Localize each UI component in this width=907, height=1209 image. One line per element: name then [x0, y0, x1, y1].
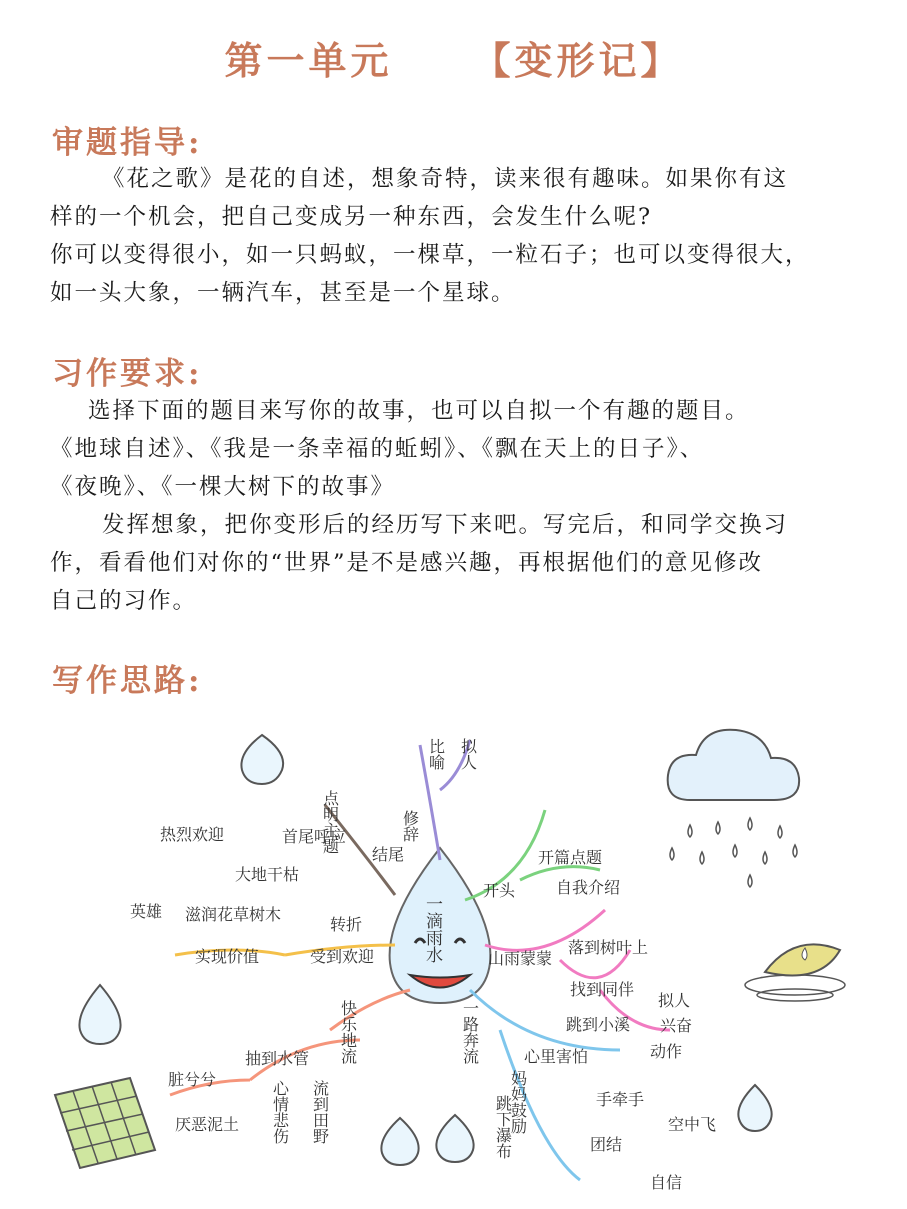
mm-yingxiong: 英雄	[130, 902, 163, 921]
mm-yilu: 一路奔流	[460, 1000, 480, 1064]
mm-shouqian: 手牵手	[596, 1090, 645, 1109]
mm-tiaodao: 跳到小溪	[566, 1015, 631, 1034]
mm-choudao: 抽到水管	[245, 1049, 310, 1068]
mm-xingfen: 兴奋	[660, 1016, 693, 1035]
mm-niren: 拟人	[458, 738, 478, 770]
theme-label: 【变形记】	[472, 38, 683, 83]
mm-zhuanzhe: 转折	[330, 915, 363, 934]
mm-shixian: 实现价值	[195, 947, 260, 966]
mm-zhaodao: 找到同伴	[570, 980, 635, 999]
mm-zangxi: 脏兮兮	[168, 1070, 217, 1089]
guide-p2-line1: 你可以变得很小，如一只蚂蚁，一棵草，一粒石子；也可以变得很大，	[50, 242, 810, 268]
guide-p2-line2: 如一头大象，一辆汽车，甚至是一个星球。	[50, 280, 516, 306]
mm-dianming: 点明主题	[320, 790, 340, 854]
req-line6: 自己的习作。	[50, 588, 198, 614]
unit-label: 第一单元	[224, 38, 393, 83]
mm-biyu: 比喻	[426, 738, 446, 770]
guide-heading: 审题指导:	[52, 125, 203, 161]
mm-ziyun: 滋润花草树木	[185, 905, 282, 924]
mm-kuaile: 快乐地流	[338, 1000, 358, 1064]
mm-ziwo: 自我介绍	[556, 878, 621, 897]
mm-luodao: 落到树叶上	[568, 938, 649, 957]
mm-fanwu: 厌恶泥土	[175, 1115, 240, 1134]
requirements-heading: 习作要求:	[52, 356, 203, 392]
mm-dongzuo: 动作	[650, 1042, 683, 1061]
mm-shoudao: 受到欢迎	[310, 947, 375, 966]
mm-kaitou: 开头	[483, 881, 516, 900]
mm-xinli: 心里害怕	[524, 1047, 589, 1066]
mm-shanyu: 山雨蒙蒙	[488, 949, 553, 968]
req-line2: 《地球自述》、《我是一条幸福的蚯蚓》、《飘在天上的日子》、	[50, 436, 705, 462]
mm-xinqing: 心情悲伤	[270, 1080, 290, 1144]
mm-mama: 妈妈鼓励	[508, 1070, 528, 1134]
mm-jiewei: 结尾	[372, 845, 405, 864]
mm-kaipian: 开篇点题	[538, 848, 603, 867]
mm-tuanjie: 团结	[590, 1135, 623, 1154]
req-line3: 《夜晚》、《一棵大树下的故事》	[50, 474, 396, 500]
guide-p1-line1: 《花之歌》是花的自述，想象奇特，读来很有趣味。如果你有这	[102, 166, 789, 192]
mm-zixin: 自信	[650, 1173, 683, 1192]
req-line1: 选择下面的题目来写你的故事，也可以自拟一个有趣的题目。	[88, 398, 750, 424]
req-line4: 发挥想象，把你变形后的经历写下来吧。写完后，和同学交换习	[102, 512, 789, 538]
req-line5: 作，看看他们对你的“世界”是不是感兴趣，再根据他们的意见修改	[50, 550, 764, 576]
requirements-body	[50, 392, 870, 620]
page-title	[0, 30, 907, 85]
guide-body	[50, 160, 870, 312]
mm-tiaoxia: 跳下瀑布	[493, 1095, 513, 1159]
approach-heading: 写作思路:	[52, 663, 203, 699]
mm-xiuci: 修辞	[400, 810, 420, 842]
mm-kongzhong: 空中飞	[668, 1115, 717, 1134]
mind-map	[0, 700, 907, 1209]
mm-liudao: 流到田野	[310, 1080, 330, 1144]
mm-niren2: 拟人	[658, 991, 691, 1010]
rain-cloud-icon	[668, 730, 799, 887]
mm-shouwei: 首尾呼应	[282, 827, 347, 846]
field-icon	[55, 1078, 155, 1168]
leaf-on-water-icon	[745, 944, 845, 1001]
mm-reliehuan: 热烈欢迎	[160, 825, 225, 844]
mm-dadi: 大地干枯	[235, 865, 300, 884]
mm-center: 一滴雨水	[422, 895, 442, 963]
guide-p1-line2: 样的一个机会，把自己变成另一种东西，会发生什么呢?	[50, 204, 653, 230]
